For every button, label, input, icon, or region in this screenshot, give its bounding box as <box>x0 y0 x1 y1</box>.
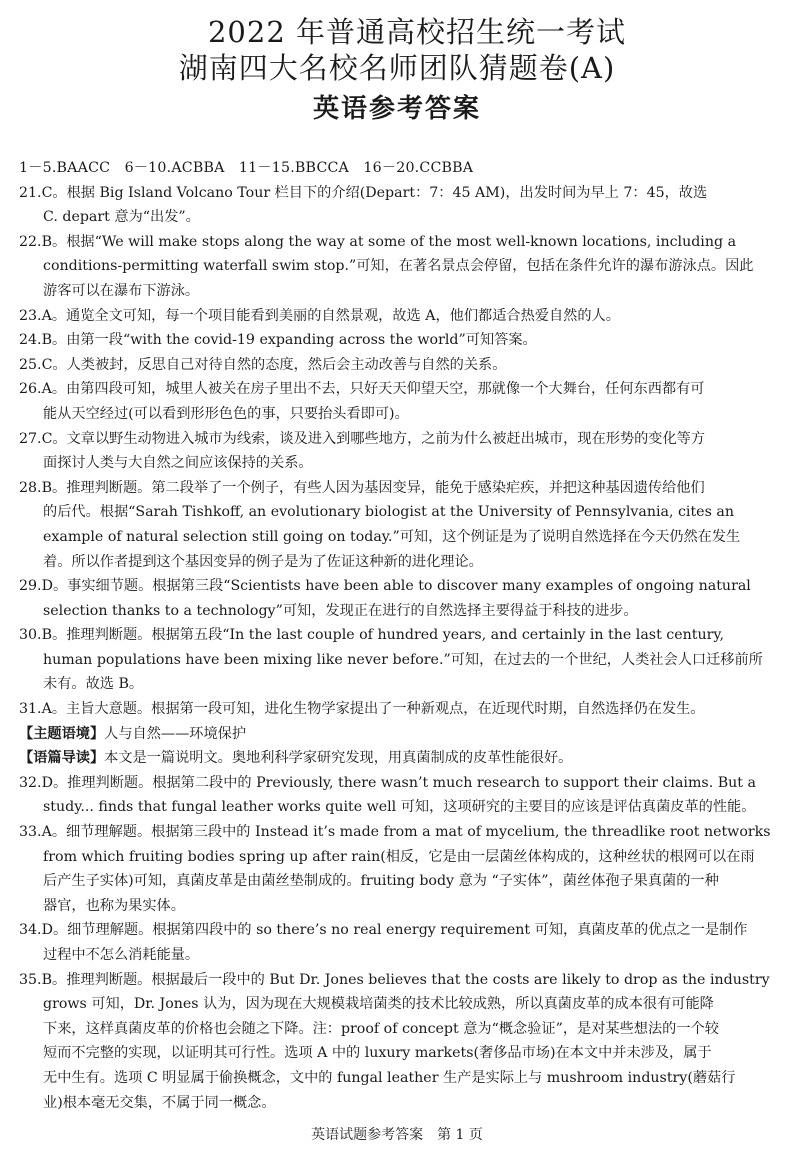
item-number: 29. <box>19 578 42 595</box>
item-continuation: 未有。故选 B。 <box>43 676 144 693</box>
item-continuation: C. depart 意为“出发”。 <box>43 209 200 226</box>
item-continuation: study... finds that fungal leather works quite well 可知，这项研究的主要目的应该是评估真菌皮革的性能。 <box>43 799 756 816</box>
item-text: B。根据“We will make stops along the way at some of the most well-known locations, including a <box>41 233 737 250</box>
item-number: 26. <box>19 381 42 398</box>
item-text: B。由第一段“with the covid-19 expanding across the world”可知答案。 <box>41 332 537 349</box>
theme-text: 人与自然——环境保护 <box>104 725 247 742</box>
item-continuation: 业)根本毫无交集，不属于同一概念。 <box>43 1094 276 1111</box>
answer-item <box>19 328 776 353</box>
guide-tag: 【语篇导读】 <box>19 750 105 767</box>
item-continuation: 下来，这样真菌皮革的价格也会随之下降。注：proof of concept 意为“概念验证”，是对某些想法的一个较 <box>43 1020 719 1037</box>
answer-item <box>19 353 776 378</box>
theme-context <box>19 722 776 747</box>
item-text: D。推理判断题。根据第二段中的 Previously, there wasn’t much research to support their claims. But a <box>41 774 756 791</box>
item-continuation: example of natural selection still going on today.”可知，这个例证是为了说明自然选择在今天仍然在发生 <box>43 528 741 545</box>
guide-text: 本文是一篇说明文。奥地利科学家研究发现，用真菌制成的皮革性能很好。 <box>104 750 573 767</box>
answer-item <box>19 968 776 993</box>
item-number: 25. <box>19 356 42 373</box>
answer-item <box>19 574 776 599</box>
item-number: 23. <box>19 307 42 324</box>
item-continuation: 游客可以在瀑布下游泳。 <box>43 282 200 299</box>
item-text: B。推理判断题。第二段举了一个例子，有些人因为基因变异，能免于感染疟疾，并把这种基因遗传给他们 <box>41 479 705 496</box>
item-text: D。事实细节题。根据第三段“Scientists have been able to discover many examples of ongoing natural <box>41 578 751 595</box>
answer-item <box>19 377 776 402</box>
answer-item <box>19 181 776 206</box>
item-number: 31. <box>19 701 42 718</box>
item-continuation: from which fruiting bodies spring up after rain(相反，它是由一层菌丝体构成的，这种丝状的根网可以在雨 <box>43 848 755 865</box>
exam-subtitle: 湖南四大名校名师团队猜题卷(A) <box>178 51 616 85</box>
item-text: B。推理判断题。根据最后一段中的 But Dr. Jones believes that the costs are likely to drop as the industry <box>41 971 770 988</box>
answer-item <box>19 820 776 845</box>
item-continuation: human populations have been mixing like never before.”可知，在过去的一个世纪，人类社会人口迁移前所 <box>43 651 763 668</box>
item-number: 28. <box>19 479 42 496</box>
item-text: B。推理判断题。根据第五段“In the last couple of hundred years, and certainly in the last century, <box>41 627 725 644</box>
answer-item <box>19 476 776 501</box>
item-text: A。通览全文可知，每一个项目能看到美丽的自然景观，故选 A，他们都适合热爱自然的人。 <box>41 307 620 324</box>
item-text: C。文章以野生动物进入城市为线索，谈及进入到哪些地方，之前为什么被赶出城市，现在形势的变化等方 <box>41 430 706 447</box>
item-continuation: 后产生子实体)可知，真菌皮革是由菌丝垫制成的。fruiting body 意为 “子实体”，菌丝体孢子果真菌的一种 <box>43 873 719 890</box>
item-continuation: conditions-permitting waterfall swim stop.”可知，在著名景点会停留，包括在条件允许的瀑布游泳点。因此 <box>43 258 754 275</box>
item-text: C。人类被封，反思自己对待自然的态度，然后会主动改善与自然的关系。 <box>41 356 507 373</box>
item-number: 30. <box>19 627 42 644</box>
item-text: D。细节理解题。根据第四段中的 so there’s no real energy requirement 可知，真菌皮革的优点之一是制作 <box>41 922 748 939</box>
item-continuation: 着。所以作者提到这个基因变异的例子是为了佐证这种新的进化理论。 <box>43 553 483 570</box>
item-text: C。根据 Big Island Volcano Tour 栏目下的介绍(Depart：7：45 AM)，出发时间为早上 7：45，故选 <box>41 184 708 201</box>
item-continuation: grows 可知，Dr. Jones 认为，因为现在大规模栽培菌类的技术比较成熟，所以真菌皮革的成本很有可能降 <box>43 996 714 1013</box>
item-continuation: 面探讨人类与大自然之间应该保持的关系。 <box>43 455 313 472</box>
answer-item <box>19 697 776 722</box>
passage-guide <box>19 746 776 771</box>
item-number: 24. <box>19 332 42 349</box>
item-continuation: 短而不完整的实现，以证明其可行性。选项 A 中的 luxury markets(奢侈品市场)在本文中并未涉及，属于 <box>43 1045 712 1062</box>
answer-item <box>19 230 776 255</box>
item-text: A。由第四段可知，城里人被关在房子里出不去，只好天天仰望天空，那就像一个大舞台，任何东西都有可 <box>41 381 705 398</box>
theme-tag: 【主题语境】 <box>19 725 105 742</box>
answer-item <box>19 304 776 329</box>
item-continuation: 能从天空经过(可以看到形形色色的事，只要抬头看即可)。 <box>43 405 409 422</box>
page-footer: 英语试题参考答案 第 1 页 <box>311 1127 483 1143</box>
answer-item <box>19 623 776 648</box>
answer-item <box>19 918 776 943</box>
answer-item <box>19 771 776 796</box>
item-number: 32. <box>19 774 42 791</box>
item-number: 33. <box>19 824 42 841</box>
answer-item <box>19 427 776 452</box>
item-continuation: 过程中不怎么消耗能量。 <box>43 947 200 963</box>
answer-list-part1 <box>19 181 776 722</box>
answer-content <box>19 156 776 1115</box>
item-text: A。细节理解题。根据第三段中的 Instead it’s made from a mat of mycelium, the threadlike root networks <box>41 824 771 841</box>
answer-list-part2 <box>19 771 776 1115</box>
answer-key-title: 英语参考答案 <box>312 94 481 124</box>
item-continuation: 无中生有。选项 C 明显属于偷换概念，文中的 fungal leather 生产是实际上与 mushroom industry(蘑菇行 <box>43 1069 736 1086</box>
item-continuation: selection thanks to a technology”可知，发现正在进行的自然选择主要得益于科技的进步。 <box>43 602 638 619</box>
item-number: 22. <box>19 233 42 250</box>
answers-line: 1－5.BAACC 6－10.ACBBA 11－15.BBCCA 16－20.CCBBA <box>19 160 474 176</box>
item-number: 34. <box>19 922 42 939</box>
item-number: 21. <box>19 184 42 201</box>
item-continuation: 的后代。根据“Sarah Tishkoff, an evolutionary biologist at the University of Pennsylvania, cites an <box>43 504 734 521</box>
item-number: 27. <box>19 430 42 447</box>
item-continuation: 器官，也称为果实体。 <box>43 897 185 914</box>
exam-title: 2022 年普通高校招生统一考试 <box>207 15 627 49</box>
item-number: 35. <box>19 971 42 988</box>
item-text: A。主旨大意题。根据第一段可知，进化生物学家提出了一种新观点，在近现代时期，自然选择仍在发生。 <box>41 701 705 718</box>
